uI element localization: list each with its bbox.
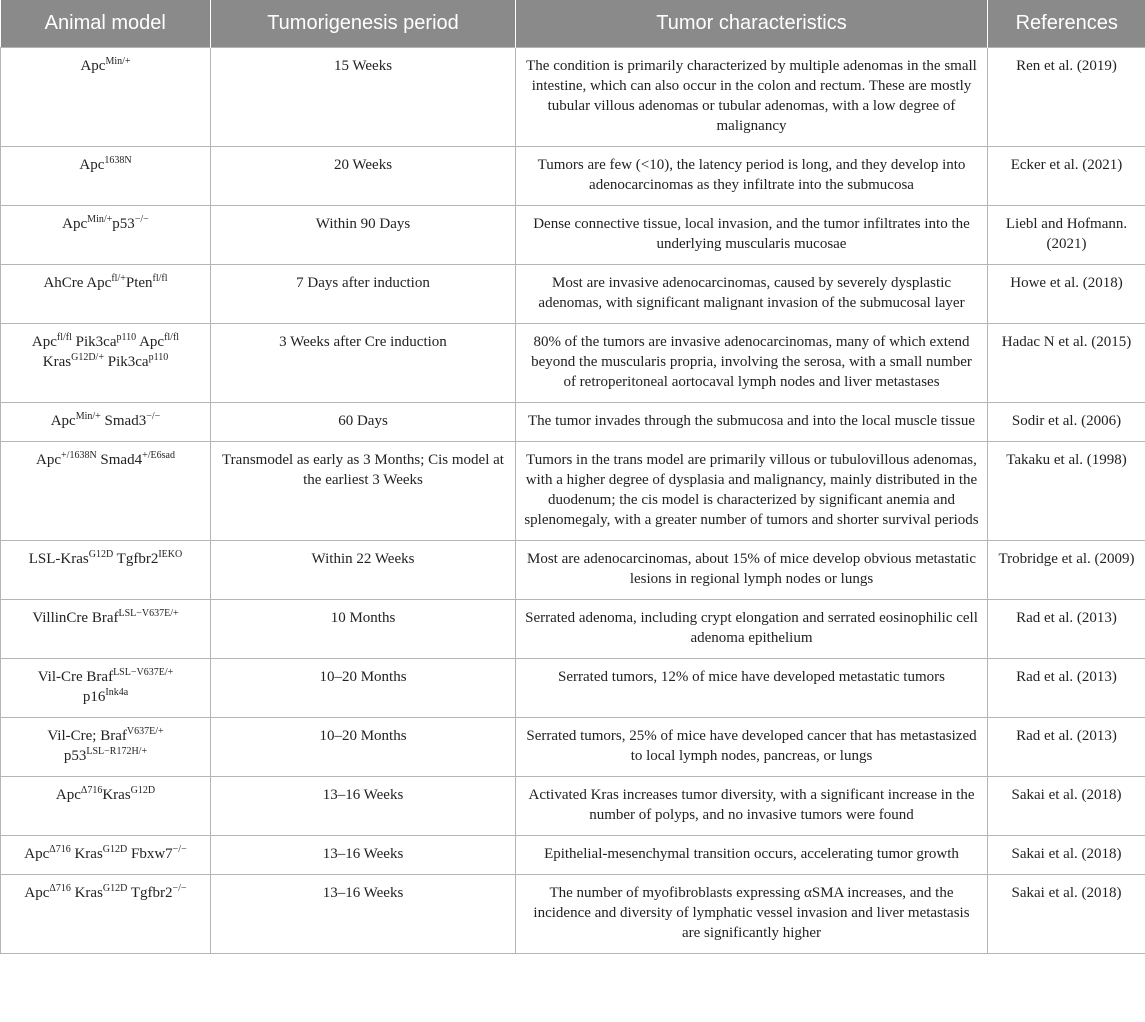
- model-text: Fbxw7: [127, 846, 173, 862]
- cell-tumorigenesis-period: 10 Months: [211, 600, 516, 659]
- header-row: [1, 0, 1145, 48]
- table-row: [1, 600, 1145, 659]
- table-row: [1, 147, 1145, 206]
- model-text: Apc: [79, 157, 105, 173]
- cell-tumor-characteristics: The tumor invades through the submucosa and into the local muscle tissue: [516, 403, 988, 442]
- cell-reference: Trobridge et al. (2009): [988, 541, 1145, 600]
- cell-tumorigenesis-period: 7 Days after induction: [211, 265, 516, 324]
- cell-tumorigenesis-period: 10–20 Months: [211, 659, 516, 718]
- model-superscript: V637E/+: [126, 726, 164, 737]
- cell-tumor-characteristics: Tumors in the trans model are primarily villous or tubulovillous adenomas, with a higher degree of dysplasia and malignancy, mainly distributed in the duodenum; the cis model is characterized by significant anemia and splenomegaly, with a greater number of tumors and shorter survival periods: [516, 442, 988, 541]
- cell-animal-model: [1, 48, 211, 147]
- model-superscript: fl/fl: [56, 332, 72, 343]
- model-text: p53: [63, 748, 87, 764]
- cell-tumorigenesis-period: Transmodel as early as 3 Months; Cis model at the earliest 3 Weeks: [211, 442, 516, 541]
- cell-tumor-characteristics: Tumors are few (<10), the latency period is long, and they develop into adenocarcinomas as they infiltrate into the submucosa: [516, 147, 988, 206]
- model-text: Kras: [70, 846, 103, 862]
- model-text: Tgfbr2: [113, 551, 159, 567]
- model-text: Kras: [102, 787, 131, 803]
- cell-reference: Sakai et al. (2018): [988, 777, 1145, 836]
- model-superscript: fl/fl: [164, 332, 180, 343]
- model-superscript: LSL−V637E/+: [113, 667, 174, 678]
- header-references: References: [988, 0, 1145, 48]
- cell-reference: Rad et al. (2013): [988, 600, 1145, 659]
- model-text: Pten: [125, 275, 153, 291]
- cell-animal-model: [1, 324, 211, 403]
- model-text: Apc: [24, 885, 50, 901]
- model-superscript: −/−: [172, 883, 187, 894]
- model-text: Apc: [24, 846, 50, 862]
- model-text: p16: [82, 689, 106, 705]
- cell-tumor-characteristics: Activated Kras increases tumor diversity, with a significant increase in the number of polyps, and no invasive tumors were found: [516, 777, 988, 836]
- model-superscript: p110: [116, 332, 137, 343]
- table-row: [1, 836, 1145, 875]
- cell-animal-model: [1, 600, 211, 659]
- cell-tumor-characteristics: The condition is primarily characterized by multiple adenomas in the small intestine, which can also occur in the colon and rectum. These are mostly tubular villous adenomas or tubular adenomas, with a low degree of malignancy: [516, 48, 988, 147]
- cell-animal-model: [1, 659, 211, 718]
- table-row: [1, 324, 1145, 403]
- table-row: [1, 206, 1145, 265]
- model-superscript: −/−: [146, 411, 161, 422]
- model-text: Apc: [136, 334, 165, 350]
- cell-reference: Rad et al. (2013): [988, 659, 1145, 718]
- model-superscript: Min/+: [75, 411, 101, 422]
- cell-animal-model: [1, 718, 211, 777]
- model-text: Pik3ca: [71, 334, 117, 350]
- table-row: [1, 541, 1145, 600]
- model-superscript: −/−: [134, 214, 149, 225]
- model-superscript: Δ716: [49, 883, 71, 894]
- header-tumorigenesis-period: Tumorigenesis period: [211, 0, 516, 48]
- cell-tumorigenesis-period: 60 Days: [211, 403, 516, 442]
- table-row: [1, 777, 1145, 836]
- model-text: LSL-Kras: [28, 551, 89, 567]
- table-row: [1, 48, 1145, 147]
- cell-tumor-characteristics: Most are adenocarcinomas, about 15% of mice develop obvious metastatic lesions in regional lymph nodes or lungs: [516, 541, 988, 600]
- model-text: Apc: [55, 787, 81, 803]
- cell-reference: Takaku et al. (1998): [988, 442, 1145, 541]
- table-body: [1, 48, 1145, 954]
- model-text: Smad3: [100, 413, 147, 429]
- model-superscript: p110: [148, 352, 169, 363]
- model-text: Vil-Cre; Braf: [47, 728, 127, 744]
- cell-animal-model: [1, 403, 211, 442]
- cell-tumor-characteristics: Most are invasive adenocarcinomas, caused by severely dysplastic adenomas, with significant malignant invasion of the submucosal layer: [516, 265, 988, 324]
- model-text: Kras: [42, 354, 72, 370]
- model-superscript: +/1638N: [61, 450, 97, 461]
- cell-tumorigenesis-period: 13–16 Weeks: [211, 836, 516, 875]
- table-row: [1, 265, 1145, 324]
- cell-tumorigenesis-period: 13–16 Weeks: [211, 777, 516, 836]
- model-text: AhCre Apc: [43, 275, 112, 291]
- model-superscript: fl/+: [111, 273, 126, 284]
- cell-reference: Ecker et al. (2021): [988, 147, 1145, 206]
- cell-tumorigenesis-period: 15 Weeks: [211, 48, 516, 147]
- model-superscript: −/−: [172, 844, 187, 855]
- cell-animal-model: [1, 147, 211, 206]
- model-text: Apc: [50, 413, 76, 429]
- header-animal-model: Animal model: [1, 0, 211, 48]
- model-text: Apc: [36, 452, 62, 468]
- model-superscript: Min/+: [105, 56, 131, 67]
- table-row: [1, 718, 1145, 777]
- table-row: [1, 875, 1145, 954]
- model-superscript: G12D: [102, 883, 128, 894]
- cell-animal-model: [1, 265, 211, 324]
- model-superscript: LSL−R172H/+: [86, 746, 148, 757]
- table-row: [1, 403, 1145, 442]
- cell-tumor-characteristics: Serrated tumors, 25% of mice have developed cancer that has metastasized to local lymph nodes, pancreas, or lungs: [516, 718, 988, 777]
- cell-tumor-characteristics: Serrated tumors, 12% of mice have developed metastatic tumors: [516, 659, 988, 718]
- cell-animal-model: [1, 777, 211, 836]
- model-text: Vil-Cre Braf: [37, 669, 114, 685]
- model-superscript: LSL−V637E/+: [118, 608, 179, 619]
- model-text: Tgfbr2: [127, 885, 173, 901]
- cell-tumorigenesis-period: Within 22 Weeks: [211, 541, 516, 600]
- cell-reference: Howe et al. (2018): [988, 265, 1145, 324]
- model-superscript: fl/fl: [152, 273, 168, 284]
- model-text: Kras: [70, 885, 103, 901]
- model-text: Pik3ca: [103, 354, 149, 370]
- cell-reference: Sakai et al. (2018): [988, 836, 1145, 875]
- model-superscript: +/E6sad: [142, 450, 175, 461]
- cell-tumorigenesis-period: 3 Weeks after Cre induction: [211, 324, 516, 403]
- cell-tumorigenesis-period: Within 90 Days: [211, 206, 516, 265]
- cell-reference: Rad et al. (2013): [988, 718, 1145, 777]
- cell-tumorigenesis-period: 13–16 Weeks: [211, 875, 516, 954]
- cell-tumor-characteristics: Serrated adenoma, including crypt elongation and serrated eosinophilic cell adenoma epithelium: [516, 600, 988, 659]
- model-text: p53: [112, 216, 135, 232]
- cell-reference: Hadac N et al. (2015): [988, 324, 1145, 403]
- model-text: Smad4: [96, 452, 143, 468]
- cell-animal-model: [1, 541, 211, 600]
- model-superscript: Ink4a: [105, 687, 129, 698]
- model-superscript: Δ716: [80, 785, 103, 796]
- model-superscript: Min/+: [87, 214, 113, 225]
- model-text: Apc: [62, 216, 88, 232]
- cell-reference: Sakai et al. (2018): [988, 875, 1145, 954]
- model-text: Apc: [31, 334, 57, 350]
- cell-animal-model: [1, 206, 211, 265]
- cell-reference: Liebl and Hofmann. (2021): [988, 206, 1145, 265]
- model-superscript: Δ716: [49, 844, 71, 855]
- model-superscript: G12D/+: [71, 352, 104, 363]
- table-header: [1, 0, 1145, 48]
- model-superscript: G12D: [102, 844, 128, 855]
- model-superscript: G12D: [130, 785, 156, 796]
- table-row: [1, 659, 1145, 718]
- cell-tumor-characteristics: The number of myofibroblasts expressing αSMA increases, and the incidence and diversity of lymphatic vessel invasion and liver metastasis are significantly higher: [516, 875, 988, 954]
- cell-animal-model: [1, 875, 211, 954]
- cell-tumor-characteristics: Epithelial-mesenchymal transition occurs, accelerating tumor growth: [516, 836, 988, 875]
- cell-tumor-characteristics: 80% of the tumors are invasive adenocarcinomas, many of which extend beyond the muscularis propria, involving the serosa, with a small number of retroperitoneal aortocaval lymph nodes and liver metastases: [516, 324, 988, 403]
- model-text: VillinCre Braf: [32, 610, 119, 626]
- cell-tumorigenesis-period: 20 Weeks: [211, 147, 516, 206]
- cell-tumor-characteristics: Dense connective tissue, local invasion, and the tumor infiltrates into the underlying muscularis mucosae: [516, 206, 988, 265]
- table-row: [1, 442, 1145, 541]
- model-superscript: 1638N: [104, 155, 132, 166]
- model-text: Apc: [80, 58, 106, 74]
- model-superscript: G12D: [88, 549, 114, 560]
- cell-animal-model: [1, 836, 211, 875]
- header-tumor-characteristics: Tumor characteristics: [516, 0, 988, 48]
- cell-reference: Sodir et al. (2006): [988, 403, 1145, 442]
- model-superscript: IEKO: [158, 549, 183, 560]
- cell-animal-model: [1, 442, 211, 541]
- cell-tumorigenesis-period: 10–20 Months: [211, 718, 516, 777]
- cell-reference: Ren et al. (2019): [988, 48, 1145, 147]
